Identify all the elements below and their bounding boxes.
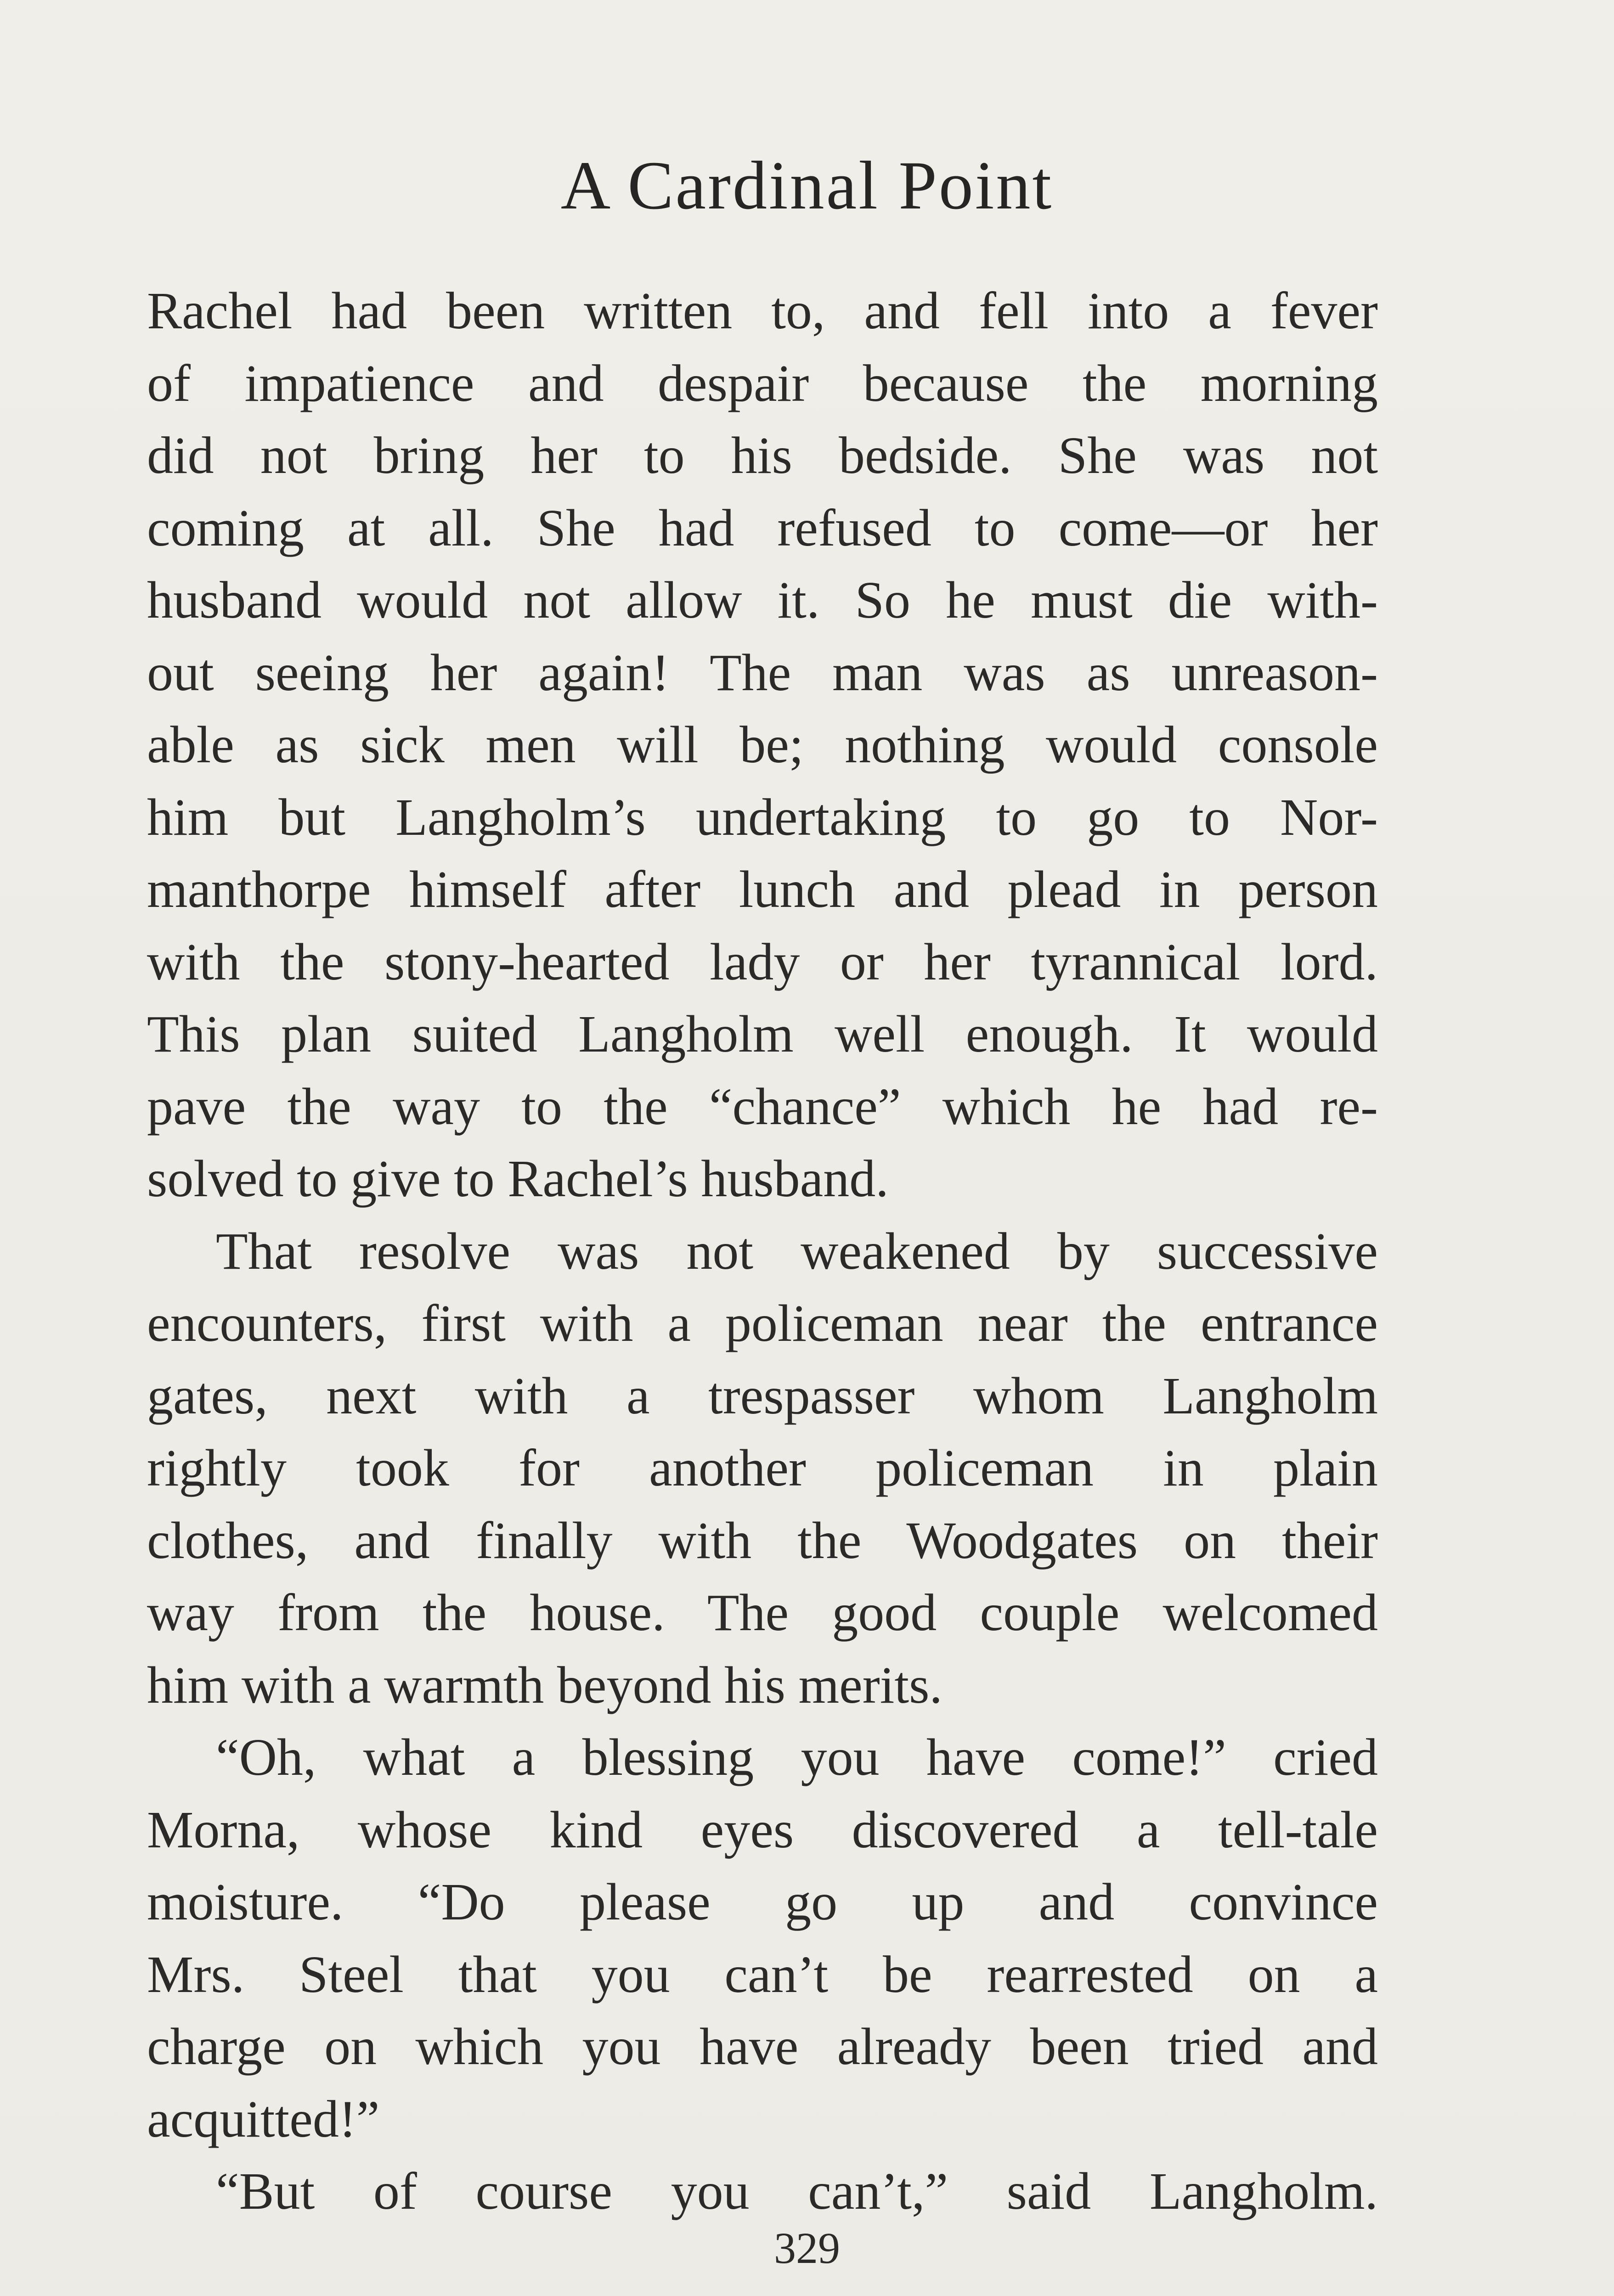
paragraph <box>147 2155 1378 2228</box>
text-line: pave the way to the “chance” which he had re- <box>147 1077 1378 1136</box>
text-line: solved to give to Rachel’s husband. <box>147 1149 889 1208</box>
paragraph <box>147 1215 1378 1722</box>
text-line: way from the house. The good couple welcomed <box>147 1583 1378 1642</box>
text-line: charge on which you have already been tried and <box>147 2017 1378 2076</box>
text-line: able as sick men will be; nothing would console <box>147 715 1378 774</box>
text-line: That resolve was not weakened by successive <box>216 1221 1378 1280</box>
text-line: husband would not allow it. So he must die with- <box>147 571 1378 629</box>
text-line: of impatience and despair because the morning <box>147 354 1378 412</box>
text-line: with the stony-hearted lady or her tyrannical lord. <box>147 932 1378 991</box>
text-line: rightly took for another policeman in plain <box>147 1439 1378 1497</box>
paragraph <box>147 275 1378 1215</box>
paragraph <box>147 1721 1378 2155</box>
text-line: “But of course you can’t,” said Langholm. <box>216 2162 1378 2220</box>
text-line: moisture. “Do please go up and convince <box>147 1873 1378 1931</box>
running-head: A Cardinal Point <box>560 147 1054 224</box>
text-line: manthorpe himself after lunch and plead in person <box>147 860 1378 918</box>
text-line: him with a warmth beyond his merits. <box>147 1655 942 1714</box>
text-line: out seeing her again! The man was as unreason- <box>147 643 1378 702</box>
text-line: gates, next with a trespasser whom Langholm <box>147 1366 1378 1425</box>
text-line: coming at all. She had refused to come—or her <box>147 498 1378 557</box>
text-line: Mrs. Steel that you can’t be rearrested on a <box>147 1945 1378 2003</box>
page-number: 329 <box>774 2223 840 2273</box>
text-line: clothes, and finally with the Woodgates on their <box>147 1511 1378 1570</box>
text-line: “Oh, what a blessing you have come!” cried <box>216 1728 1378 1786</box>
text-line: encounters, first with a policeman near the entrance <box>147 1294 1378 1352</box>
text-line: Morna, whose kind eyes discovered a tell-tale <box>147 1800 1378 1859</box>
text-line: him but Langholm’s undertaking to go to Nor- <box>147 788 1378 846</box>
text-line: acquitted!” <box>147 2089 380 2148</box>
body-text <box>147 275 1378 2228</box>
text-line: did not bring her to his bedside. She was not <box>147 426 1378 484</box>
text-line: Rachel had been written to, and fell into a fever <box>147 281 1378 340</box>
text-line: This plan suited Langholm well enough. It would <box>147 1005 1378 1063</box>
